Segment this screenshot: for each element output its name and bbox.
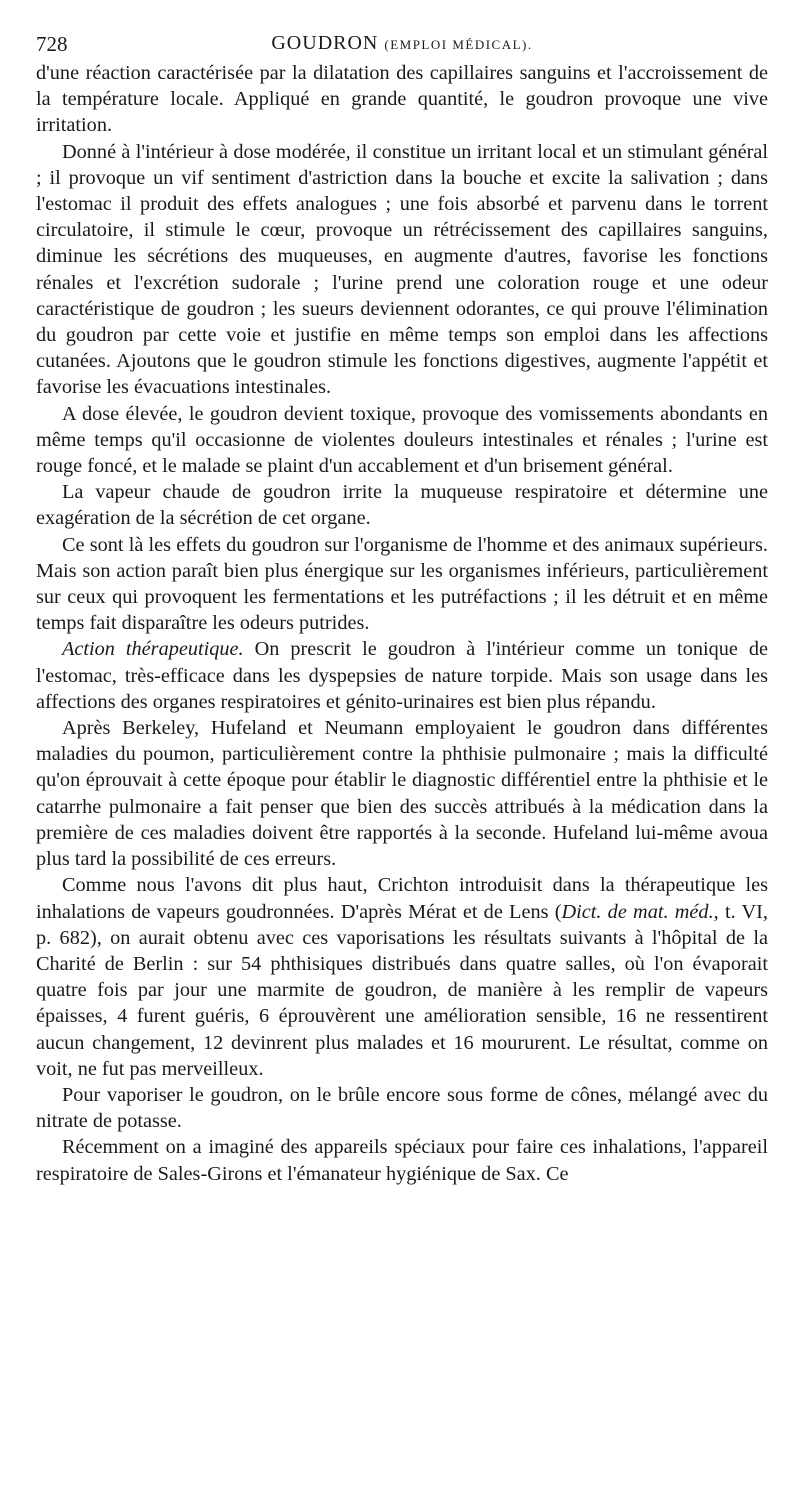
section-heading-therapeutic-action: Action thérapeutique. [62, 638, 244, 661]
paragraph-internal-dose: Donné à l'intérieur à dose modérée, il constitue un irritant local et un stimulant général ; il provoque un vif sentiment d'astriction dans la bouche et excite la salivation ; dans l'estomac il produit des effets analogues ; une fois absorbé et parvenu dans le torrent circulatoire, il stimule le cœur, provoque un rétrécissement des capillaires sanguins, diminue les sécrétions des muqueuses, en augmente d'autres, favorise les fonctions rénales et l'excrétion sudorale ; l'urine prend une coloration rouge et une odeur caractéristique de goudron ; les sueurs deviennent odorantes, ce qui prouve l'élimination du goudron par cette voie et justifie en même temps son emploi dans les affections cutanées. Ajoutons que le goudron stimule les fonctions digestives, augmente l'appétit et favorise les évacuations intestinales. [36, 140, 768, 399]
page-bottom-specks [250, 1464, 770, 1470]
paragraph-lower-organisms: Ce sont là les effets du goudron sur l'organisme de l'homme et des animaux supérieurs. Mais son action paraît bien plus énergique sur les organismes inférieurs, particulièrement sur ceux qui provoquent les fermentations et les putréfactions ; il les détruit et en même temps fait disparaître les odeurs putrides. [36, 533, 768, 635]
page-number: 728 [36, 32, 68, 56]
paragraph-continuation: d'une réaction caractérisée par la dilatation des capillaires sanguins et l'accroissement de la température locale. Appliqué en grande quantité, le goudron provoque une vive irritation. [36, 62, 768, 137]
body-text [36, 60, 768, 1187]
citation-dict-mat-med: Dict. de mat. méd. [561, 900, 714, 923]
running-title-subtitle: (EMPLOI MÉDICAL). [384, 37, 533, 52]
book-page [36, 30, 768, 1187]
crichton-text-before: Comme nous l'avons dit plus haut, Crichton introduisit dans la thérapeutique les inhalations de vapeurs goudronnées. D'après Mérat et de Lens ( [36, 874, 768, 923]
running-title [36, 32, 768, 55]
therapeutic-action-text: On prescrit le goudron à l'intérieur comme un tonique de l'estomac, très-efficace dans les dyspepsies de nature torpide. Mais son usage dans les affections des organes respiratoires et génito-urinaires est bien plus répandu. [36, 638, 768, 713]
paragraph-vaporise-cones: Pour vaporiser le goudron, on le brûle encore sous forme de cônes, mélangé avec du nitrate de potasse. [36, 1083, 768, 1133]
running-head [36, 30, 768, 60]
paragraph-high-dose: A dose élevée, le goudron devient toxique, provoque des vomissements abondants en même temps qu'il occasionne de violentes douleurs intestinales et rénales ; l'urine est rouge foncé, et le malade se plaint d'un accablement et d'un brisement général. [36, 402, 768, 478]
paragraph-special-apparatus: Récemment on a imaginé des appareils spéciaux pour faire ces inhalations, l'appareil respiratoire de Sales-Girons et l'émanateur hygiénique de Sax. Ce [36, 1136, 768, 1185]
paragraph-crichton-inhalations [36, 872, 768, 1082]
paragraph-berkeley-hufeland: Après Berkeley, Hufeland et Neumann employaient le goudron dans différentes maladies du poumon, particulièrement contre la phthisie pulmonaire ; mais la difficulté qu'on éprouvait à cette époque pour établir le diagnostic différentiel entre la phthisie et le catarrhe pulmonaire a fait penser que bien des succès attribués à la médication dans la première de ces maladies doivent être rapportés à la seconde. Hufeland lui-même avoua plus tard la possibilité de ces erreurs. [36, 717, 768, 871]
paragraph-therapeutic-action [36, 636, 768, 715]
crichton-text-after: , t. VI, p. 682), on aurait obtenu avec ces vaporisations les résultats suivants à l'hôpital de la Charité de Berlin : sur 54 phthisiques distribués dans quatre salles, où l'on évaporait quatre fois par jour une marmite de goudron, de manière à les remplir de vapeurs épaisses, 4 furent guéris, 6 éprouvèrent une amélioration sensible, 16 ne ressentirent aucun changement, 12 devinrent plus malades et 16 moururent. Le résultat, comme on voit, ne fut pas merveilleux. [36, 900, 768, 1080]
paragraph-hot-vapour: La vapeur chaude de goudron irrite la muqueuse respiratoire et détermine une exagération de la sécrétion de cet organe. [36, 481, 768, 530]
running-title-main: GOUDRON [271, 32, 379, 54]
